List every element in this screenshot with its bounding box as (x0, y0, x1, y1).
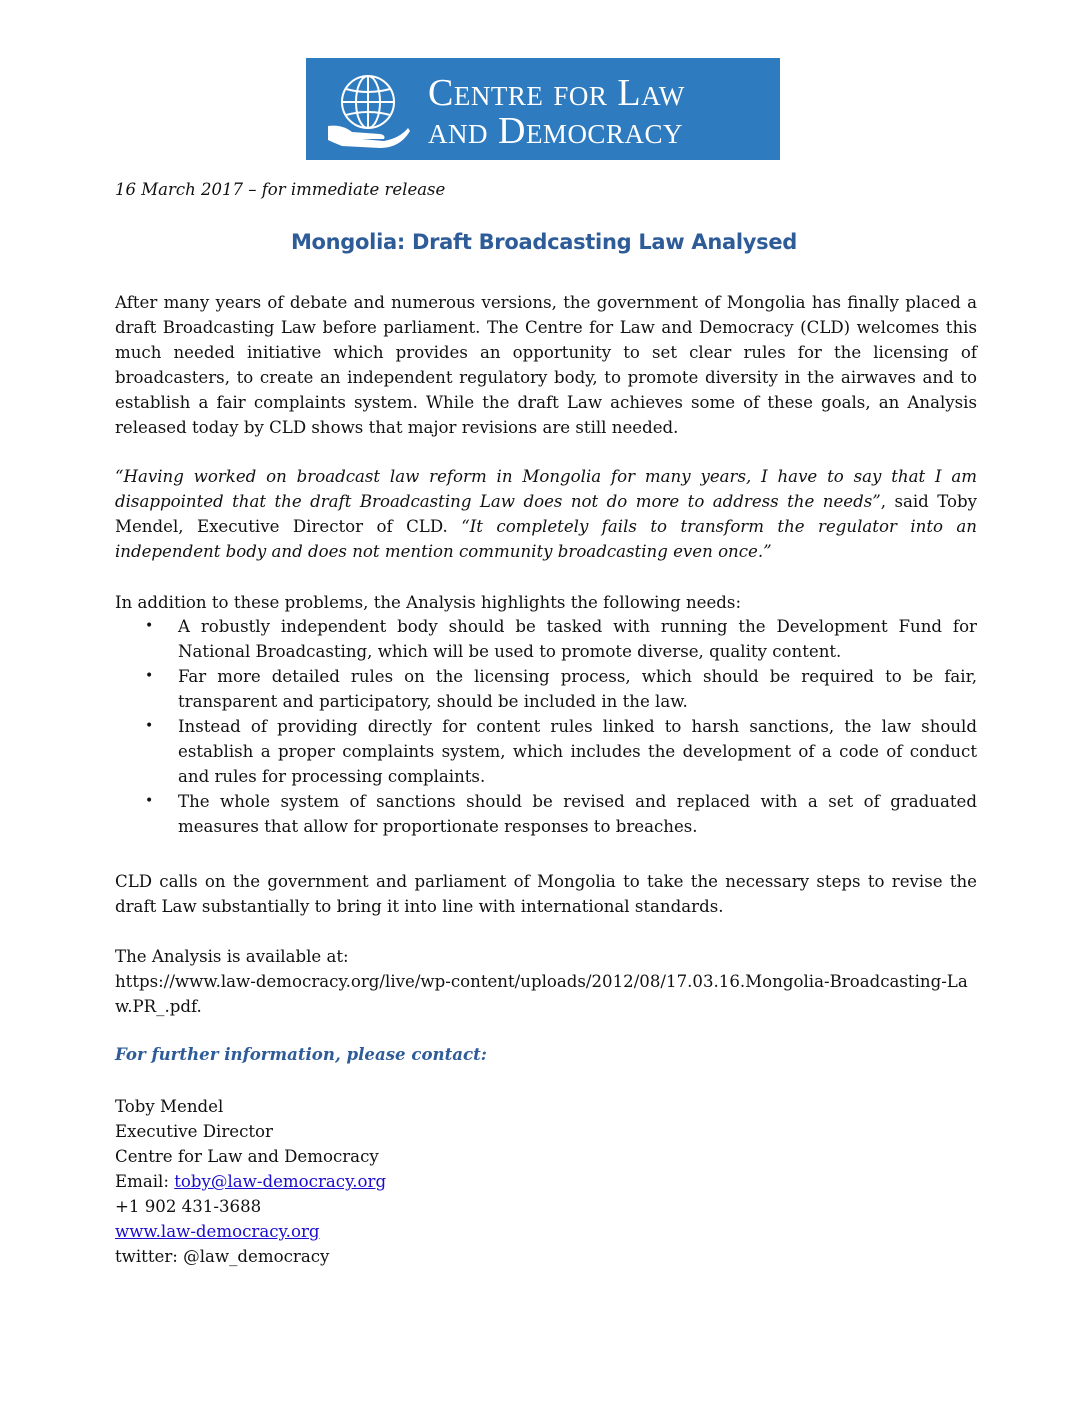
list-item (115, 789, 977, 839)
quote-attribution: , said Toby Mendel, Executive Director of CLD. (115, 492, 977, 536)
needs-list (115, 614, 977, 839)
logo-line-2: and Democracy (428, 110, 683, 152)
contact-role: Executive Director (115, 1122, 273, 1141)
list-item (115, 714, 977, 789)
contact-email-row (115, 1169, 386, 1194)
page-title: Mongolia: Draft Broadcasting Law Analysed (290, 230, 798, 254)
bullet-icon: • (145, 618, 154, 634)
website-row (115, 1219, 386, 1244)
quote-part-2: “It completely fails to transform the regulator into an independent body and does not mention community broadcasting even once.” (115, 517, 977, 561)
contact-twitter: twitter: @law_democracy (115, 1247, 330, 1266)
dateline: 16 March 2017 – for immediate release (115, 180, 446, 199)
list-item (115, 614, 977, 664)
bullet-icon: • (145, 718, 154, 734)
logo-line-1: Centre for Law (428, 72, 685, 114)
paragraph-call-to-action: CLD calls on the government and parliament of Mongolia to take the necessary steps to revise the draft Law substantially to bring it into line with international standards. (115, 872, 977, 916)
quote-part-1: “Having worked on broadcast law reform in Mongolia for many years, I have to say that I am disappointed that the draft Broadcasting Law does not do more to address the needs” (115, 467, 977, 511)
contact-block (115, 1094, 386, 1269)
paragraph-quote (115, 464, 977, 564)
list-item-text: The whole system of sanctions should be revised and replaced with a set of graduated measures that allow for proportionate responses to breaches. (178, 792, 977, 836)
paragraph-needs-intro: In addition to these problems, the Analysis highlights the following needs: (115, 593, 742, 612)
list-item (115, 664, 977, 714)
list-item-text: A robustly independent body should be tasked with running the Development Fund for National Broadcasting, which will be used to promote diverse, quality content. (178, 617, 977, 661)
analysis-intro: The Analysis is available at: (115, 947, 349, 966)
contact-phone: +1 902 431-3688 (115, 1197, 262, 1216)
list-item-text: Far more detailed rules on the licensing process, which should be required to be fair, transparent and participatory, should be included in the law. (178, 667, 977, 711)
list-item-text: Instead of providing directly for content rules linked to harsh sanctions, the law should establish a proper complaints system, which includes the development of a code of conduct and rules for processing complaints. (178, 717, 977, 786)
paragraph-intro: After many years of debate and numerous versions, the government of Mongolia has finally placed a draft Broadcasting Law before parliament. The Centre for Law and Democracy (CLD) welcomes this much needed initiative which provides an opportunity to set clear rules for the licensing of broadcasters, to create an independent regulatory body, to promote diversity in the airwaves and to establish a fair complaints system. While the draft Law achieves some of these goals, an Analysis released today by CLD shows that major revisions are still needed. (115, 293, 977, 437)
email-label: Email: (115, 1172, 175, 1191)
logo-wordmark (428, 74, 685, 150)
analysis-availability (115, 944, 977, 1019)
analysis-url: https://www.law-democracy.org/live/wp-content/uploads/2012/08/17.03.16.Mongolia-Broadcasting-Law.PR_.pdf. (115, 972, 968, 1016)
contact-org: Centre for Law and Democracy (115, 1147, 379, 1166)
bullet-icon: • (145, 793, 154, 809)
globe-hand-icon (322, 68, 414, 152)
email-link[interactable]: toby@law-democracy.org (174, 1172, 387, 1191)
website-link[interactable]: www.law-democracy.org (115, 1222, 320, 1241)
contact-name: Toby Mendel (115, 1097, 224, 1116)
cld-logo (306, 58, 780, 160)
further-info-heading: For further information, please contact: (115, 1044, 487, 1064)
bullet-icon: • (145, 668, 154, 684)
